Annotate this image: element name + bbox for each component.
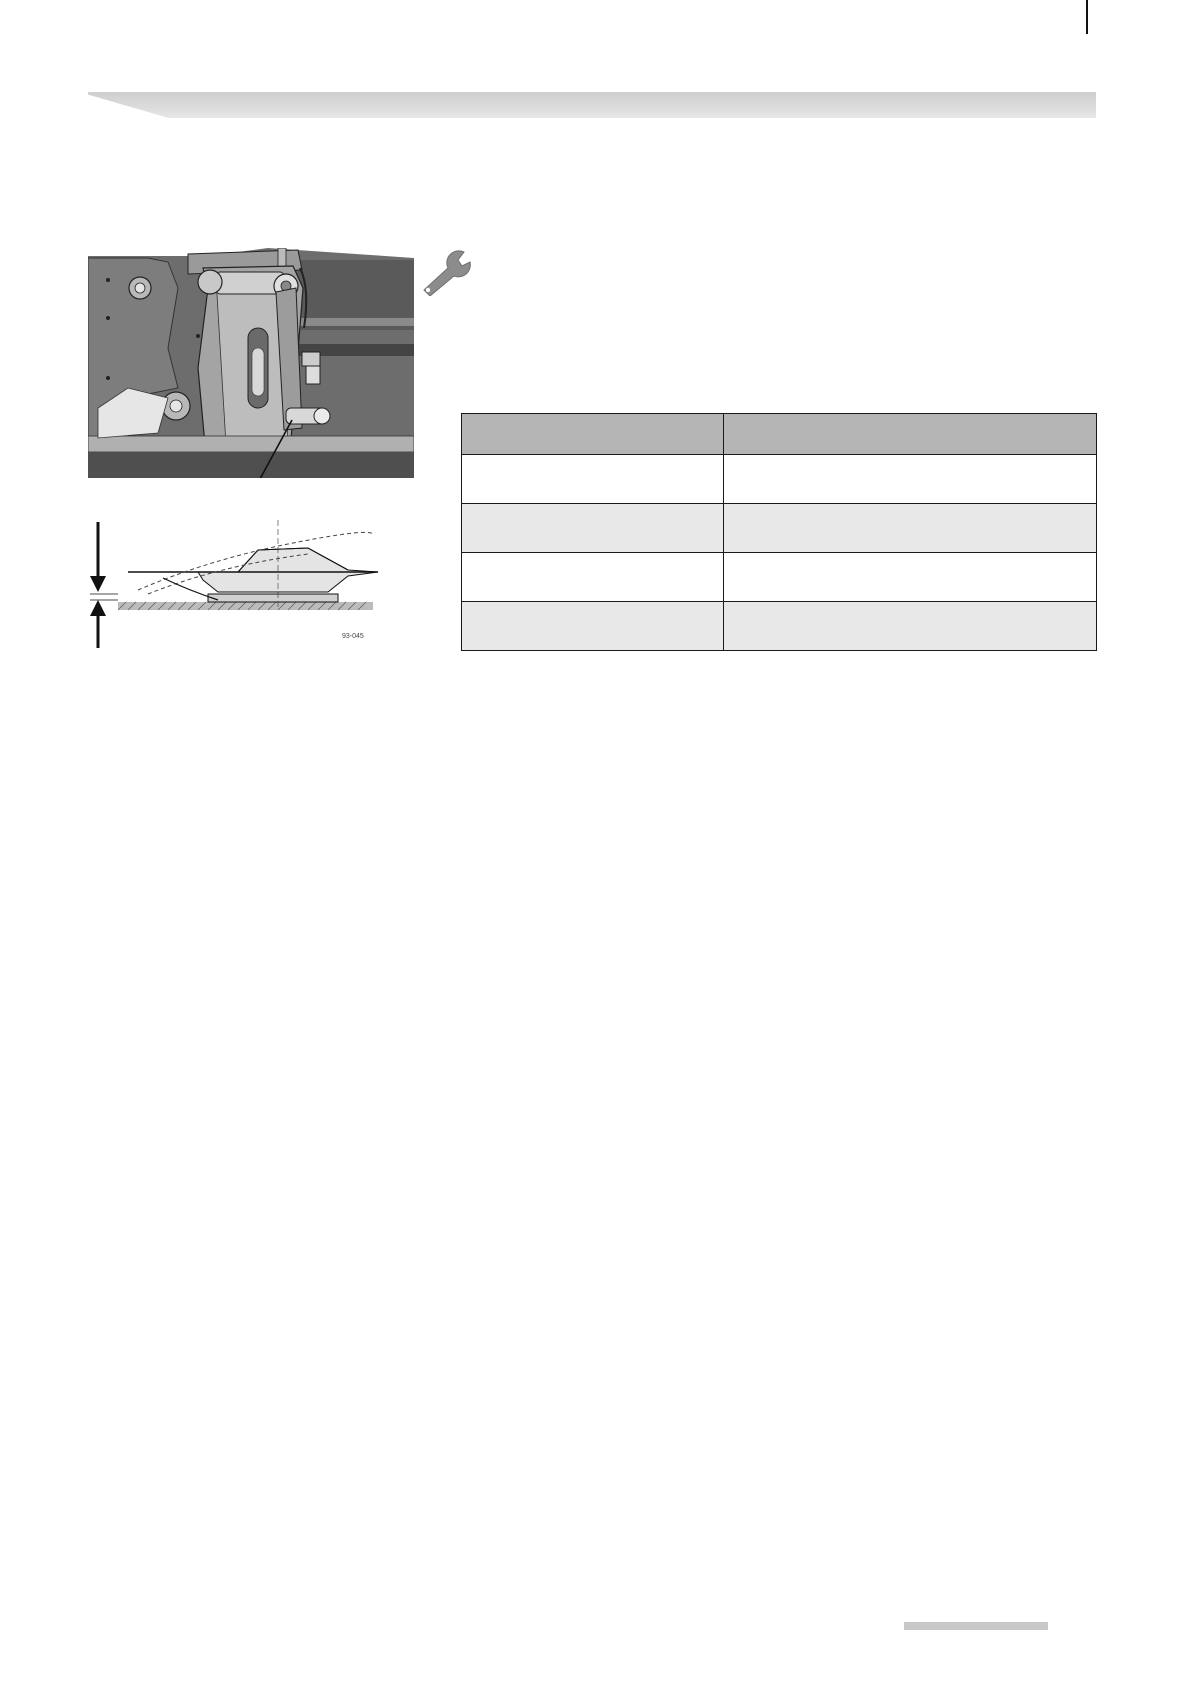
table-header-row — [462, 414, 1097, 455]
settings-table — [461, 413, 1097, 651]
table-cell — [462, 455, 724, 504]
cutting-height-diagram — [88, 520, 388, 650]
wrench-icon — [418, 248, 476, 296]
figure-code: 93-045 — [342, 633, 364, 640]
table-header-cell — [724, 414, 1097, 455]
table-cell — [724, 602, 1097, 651]
table-row — [462, 553, 1097, 602]
table-cell — [724, 455, 1097, 504]
table-cell — [462, 504, 724, 553]
table-header-cell — [462, 414, 724, 455]
crop-mark — [1086, 0, 1088, 34]
table-cell — [724, 553, 1097, 602]
header-band — [88, 92, 1096, 118]
table-cell — [724, 504, 1097, 553]
table-cell — [462, 553, 724, 602]
footer-bar — [904, 1622, 1048, 1630]
table-row — [462, 504, 1097, 553]
table-cell — [462, 602, 724, 651]
table-row — [462, 602, 1097, 651]
suspension-illustration — [88, 248, 414, 478]
table-row — [462, 455, 1097, 504]
